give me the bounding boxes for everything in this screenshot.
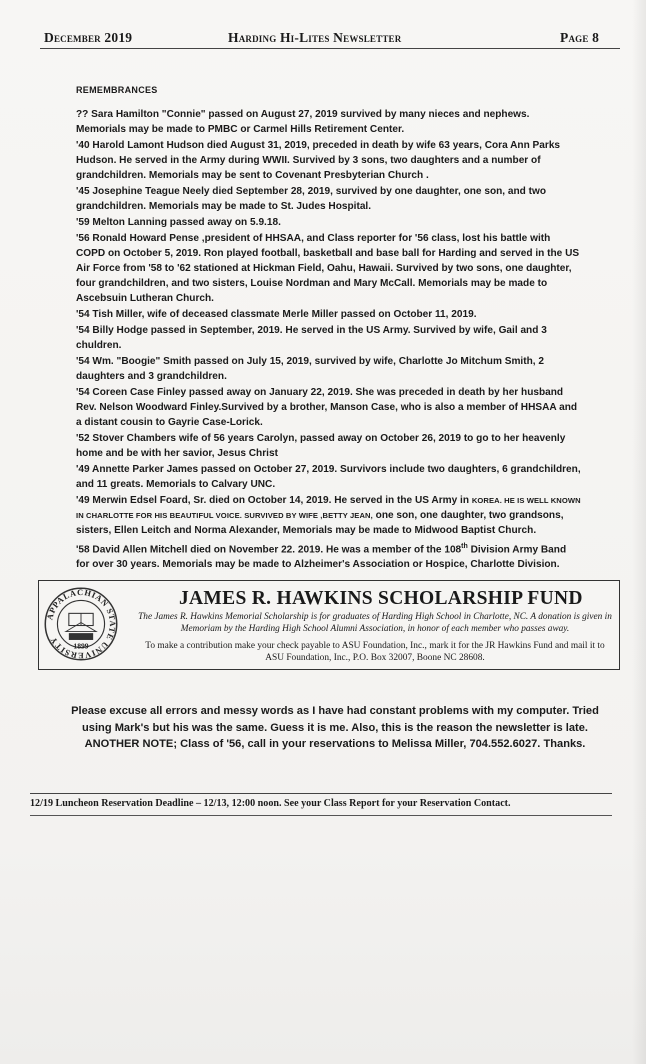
remembrance-entry: '56 Ronald Howard Pense ,president of HHSAA, and Class reporter for '56 class, lost his battle with COPD on October 5, 2019. Ron played football, basketball and base ball for Harding and served in the US Air Force from '58 to '62 stationed at Hickman Field, Oahu, Hawaii. Survived by two sons, one daughter, four grandchildren, and two sisters, Louise Nordman and Mary McCall. Memorials may be made to Ascebsuin Lutheran Church. [76, 233, 580, 304]
header-date: December 2019 [44, 30, 133, 45]
remembrance-entry: '59 Melton Lanning passed away on 5.9.18. [76, 217, 281, 229]
footer-deadline: 12/19 Luncheon Reservation Deadline – 12/13, 12:00 noon. See your Class Report for your Reservation Contact. [30, 798, 511, 809]
remembrance-entry: '45 Josephine Teague Neely died September 28, 2019, survived by one daughter, one son, and two grandchildren. Memorials may be made to St. Judes Hospital. [76, 185, 547, 212]
editor-note: Please excuse all errors and messy words as I have had constant problems with my computer. Tried using Mark's but his was the same. Guess it is me. Also, this is the reason the newsletter is late. ANOTHER NOTE; Class of '56, call in your reservations to Melissa Miller, 704.552.6027. Thanks. [71, 705, 599, 750]
remembrance-entry: '54 Billy Hodge passed in September, 2019. He served in the US Army. Survived by wife, Gail and 3 chuldren. [76, 325, 547, 351]
page-edge-shadow [632, 0, 646, 1064]
header-newsletter-title: Harding Hi-Lites Newsletter [228, 30, 402, 45]
scholarship-contribution: To make a contribution make your check payable to ASU Foundation, Inc., mark it for the JR Hawkins Fund and mail it to ASU Foundation, Inc., P.O. Box 32007, Boone NC 28608. [145, 641, 605, 663]
header-rule [40, 48, 620, 49]
remembrance-entry-foard [76, 494, 582, 538]
mitchell-tail: Division Army Band for over 30 years. Memorials may be made to Alzheimer's Association or Hospice, Charlotte Division. [76, 544, 567, 571]
remembrance-entry: '49 Annette Parker James passed on October 27, 2019. Survivors include two daughters, 6 grandchildren, and 11 greats. Memorials to Calvary UNC. [76, 464, 581, 491]
page-bottom [0, 840, 646, 1064]
remembrance-entry-mitchell [76, 540, 582, 573]
mitchell-sup: th [461, 543, 468, 551]
seal-ring-text: APPALACHIAN STATE UNIVERSITY [45, 588, 117, 660]
foard-smallcaps: HE IS WELL KNOWN IN CHARLOTTE FOR HIS BEAUTIFUL VOICE. SURVIVED BY WIFE ,BETTY JEAN, [76, 496, 581, 521]
section-title: REMEMBRANCES [76, 85, 158, 95]
scholarship-box [38, 580, 620, 670]
seal-year: 1899 [73, 641, 89, 651]
remembrance-entry: '40 Harold Lamont Hudson died August 31, 2019, preceded in death by wife 63 years, Cora Ann Parks Hudson. He served in the Army during WWII. Survived by 3 sons, two daughters and a number of grandchildren. Memorials may be sent to Covenant Presbyterian Church . [76, 140, 561, 181]
foard-lead: '49 Merwin Edsel Foard, Sr. died on October 14, 2019. He served in the US Army in [76, 495, 472, 507]
remembrance-entry: '54 Tish Miller, wife of deceased classmate Merle Miller passed on October 11, 2019. [76, 308, 477, 320]
remembrance-entry: '54 Coreen Case Finley passed away on January 22, 2019. She was preceded in death by her husband Rev. Nelson Woodward Finley.Survived by a brother, Manson Case, who is also a member of HHSAA and a distant cousin to Gayrie Case-Lorick. [76, 387, 578, 428]
remembrance-entry: '52 Stover Chambers wife of 56 years Carolyn, passed away on October 26, 2019 to go to her heavenly home and be with her savior, Jesus Christ [76, 433, 566, 460]
mitchell-lead: '58 David Allen Mitchell died on November 22. 2019. He was a member of the 108 [76, 544, 462, 556]
header-page-number: Page 8 [560, 30, 600, 45]
foard-korea: KOREA. [471, 496, 502, 506]
footer-rule-bottom [30, 815, 612, 816]
scholarship-description: The James R. Hawkins Memorial Scholarship is for graduates of Harding High School in Charlotte, NC. A donation is given in Memoriam by the Harding High School Alumni Association, in honor of each member who passes away. [138, 612, 612, 634]
university-seal-icon [43, 586, 119, 662]
foard-tail: one son, one daughter, two grandsons, sisters, Ellen Leitch and Norma Alexander, Memorials may be made to Midwood Baptist Church. [76, 510, 564, 537]
footer-rule-top [30, 793, 612, 794]
remembrance-entry: '54 Wm. "Boogie" Smith passed on July 15, 2019, survived by wife, Charlotte Jo Mitchum Smith, 2 daughters and 3 grandchildren. [76, 356, 544, 383]
remembrance-list [76, 108, 582, 575]
scholarship-title: JAMES R. HAWKINS SCHOLARSHIP FUND [179, 588, 583, 609]
remembrance-entry: ?? Sara Hamilton "Connie" passed on August 27, 2019 survived by many nieces and nephews. Memorials may be made to PMBC or Carmel Hills Retirement Center. [76, 109, 530, 135]
